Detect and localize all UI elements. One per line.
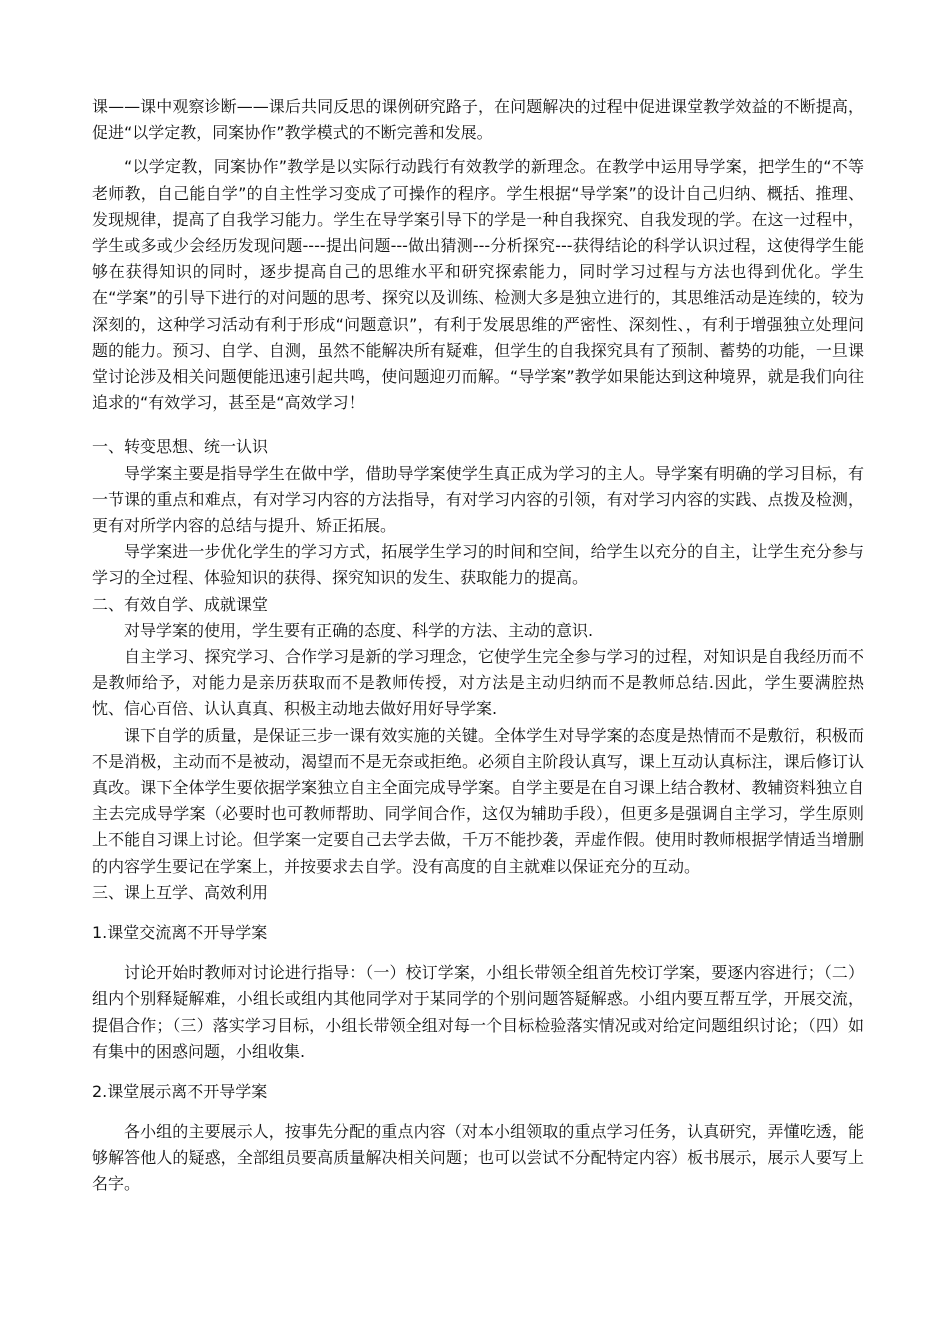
concept-paragraph: “以学定教，同案协作”教学是以实际行动践行有效教学的新理念。在教学中运用导学案，把学生的“不等老师教，自己能自学”的自主性学习变成了可操作的程序。学生根据“导学案”的设计自己归纳、概括、推理、发现规律，提高了自我学习能力。学生在导学案引导下的学是一种自我探究、自我发现的学。在这一过程中，学生或多或少会经历发现问题----提出问题---做出猜测---分析探究---获得结论的科学认识过程，这使得学生能够在获得知识的同时，逐步提高自己的思维水平和研究探索能力，同时学习过程与方法也得到优化。学生在“学案”的引导下进行的对问题的思考、探究以及训练、检测大多是独立进行的，其思维活动是连续的，较为深刻的，这种学习活动有利于形成“问题意识”，有利于发展思维的严密性、深刻性、，有利于增强独立处理问题的能力。预习、自学、自测，虽然不能解决所有疑难，但学生的自我探究具有了预制、蓄势的功能，一旦课堂讨论涉及相关问题便能迅速引起共鸣，使问题迎刃而解。“导学案”教学如果能达到这种境界，就是我们向往追求的“有效学习，甚至是“高效学习！ — [92, 157, 864, 413]
intro-paragraph: 课——课中观察诊断——课后共同反思的课例研究路子，在问题解决的过程中促进课堂教学效益的不断提高，促进“以学定教，同案协作”教学模式的不断完善和发展。 — [92, 97, 864, 143]
section2-paragraph-1: 对导学案的使用，学生要有正确的态度、科学的方法、主动的意识. — [124, 620, 594, 640]
section-heading-2: 二、有效自学、成就课堂 — [92, 594, 269, 614]
subheading-2: 2.课堂展示离不开导学案 — [92, 1081, 268, 1101]
section-heading-1: 一、转变思想、统一认识 — [92, 437, 269, 457]
subsection1-paragraph: 讨论开始时教师对讨论进行指导：（一）校订学案，小组长带领全组首先校订学案，要逐内容进行；（二）组内个别释疑解难，小组长或组内其他同学对于某同学的个别问题答疑解惑。小组内要互帮互学，开展交流，提倡合作；（三）落实学习目标，小组长带领全组对每一个目标检验落实情况或对给定问题组织讨论；（四）如有集中的困惑问题，小组收集. — [92, 963, 864, 1061]
subsection2-paragraph: 各小组的主要展示人，按事先分配的重点内容（对本小组领取的重点学习任务，认真研究，弄懂吃透，能够解答他人的疑惑，全部组员要高质量解决相关问题；也可以尝试不分配特定内容）板书展示，展示人要写上名字。 — [92, 1121, 864, 1194]
section2-paragraph-2: 自主学习、探究学习、合作学习是新的学习理念，它使学生完全参与学习的过程，对知识是自我经历而不是教师给予，对能力是亲历获取而不是教师传授，对方法是主动归纳而不是教师总结.因此，学生要满腔热忱、信心百倍、认认真真、积极主动地去做好用好导学案. — [92, 647, 864, 719]
subheading-1: 1.课堂交流离不开导学案 — [92, 923, 268, 943]
document-page — [92, 94, 864, 1198]
section2-paragraph-3: 课下自学的质量，是保证三步一课有效实施的关键。全体学生对导学案的态度是热情而不是敷衍，积极而不是消极，主动而不是被动，渴望而不是无奈或拒绝。必须自主阶段认真写，课上互动认真标注，课后修订认真改。课下全体学生要依据学案独立自主全面完成导学案。自学主要是在自习课上结合教材、教辅资料独立自主去完成导学案（必要时也可教师帮助、同学间合作，这仅为辅助手段），但更多是强调自主学习，学生原则上不能自习课上讨论。但学案一定要自己去学去做，千万不能抄袭，弄虚作假。使用时教师根据学情适当增删的内容学生要记在学案上，并按要求去自学。没有高度的自主就难以保证充分的互动。 — [92, 725, 864, 876]
section-heading-3: 三、课上互学、高效利用 — [92, 882, 269, 902]
section1-paragraph-1: 导学案主要是指导学生在做中学，借助导学案使学生真正成为学习的主人。导学案有明确的学习目标，有一节课的重点和难点，有对学习内容的方法指导，有对学习内容的引领，有对学习内容的实践、点拨及检测，更有对所学内容的总结与提升、矫正拓展。 — [92, 463, 864, 536]
section1-paragraph-2: 导学案进一步优化学生的学习方式，拓展学生学习的时间和空间，给学生以充分的自主，让学生充分参与学习的全过程、体验知识的获得、探究知识的发生、获取能力的提高。 — [92, 542, 864, 588]
